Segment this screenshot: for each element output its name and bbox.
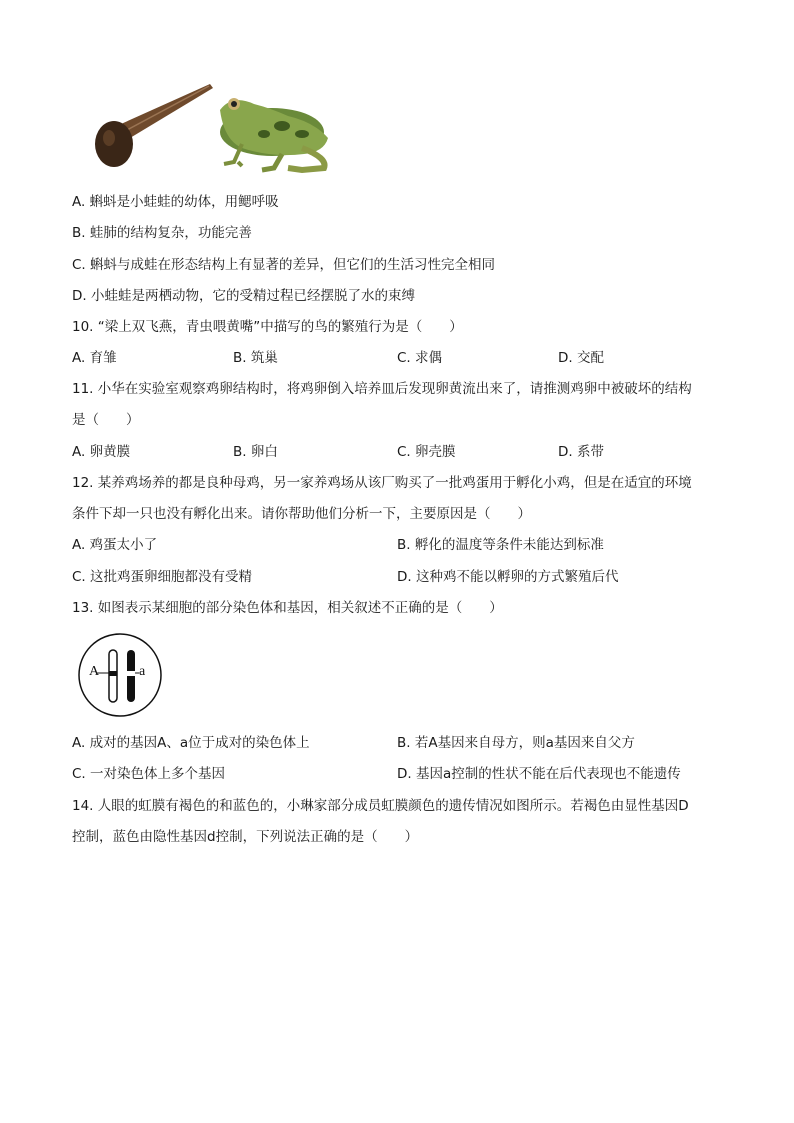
q9-option-b: B. 蛙肺的结构复杂，功能完善 [72,225,252,241]
q10-option-b: B. 筑巢 [233,350,278,366]
tadpole-picture [95,84,213,167]
q11-option-c: C. 卵壳膜 [397,444,456,460]
q11-stem-line1: 11. 小华在实验室观察鸡卵结构时，将鸡卵倒入培养皿后发现卵黄流出来了，请推测鸡卵中被破坏的结构 [72,381,692,397]
gene-label-left: A [89,664,100,679]
q10-option-d: D. 交配 [558,350,604,366]
q11-option-d: D. 系带 [558,444,604,460]
q10-stem: 10. “梁上双飞燕，青虫喂黄嘴”中描写的鸟的繁殖行为是（ ） [72,319,463,335]
q13-stem: 13. 如图表示某细胞的部分染色体和基因，相关叙述不正确的是（ ） [72,600,503,616]
tadpole-frog-image [92,82,334,174]
q14-stem-line1: 14. 人眼的虹膜有褐色的和蓝色的，小琳家部分成员虹膜颜色的遗传情况如图所示。若褐色由显性基因D [72,798,689,814]
q12-option-d: D. 这种鸡不能以孵卵的方式繁殖后代 [397,569,619,585]
q12-stem-line2: 条件下却一只也没有孵化出来。请你帮助他们分析一下，主要原因是（ ） [72,506,531,522]
q10-option-c: C. 求偶 [397,350,443,366]
q9-option-c: C. 蝌蚪与成蛙在形态结构上有显著的差异，但它们的生活习性完全相同 [72,257,496,273]
gene-label-right: a [139,664,146,679]
q12-option-a: A. 鸡蛋太小了 [72,537,158,553]
q13-option-b: B. 若A基因来自母方，则a基因来自父方 [397,735,635,751]
frog-picture [220,98,328,170]
q9-option-a: A. 蝌蚪是小蛙蛙的幼体，用鳃呼吸 [72,194,279,210]
q12-stem-line1: 12. 某养鸡场养的都是良种母鸡，另一家养鸡场从该厂购买了一批鸡蛋用于孵化小鸡，但是在适宜的环境 [72,475,692,491]
q12-option-c: C. 这批鸡蛋卵细胞都没有受精 [72,569,253,585]
chromosome-figure [77,632,163,718]
q9-option-d: D. 小蛙蛙是两栖动物，它的受精过程已经摆脱了水的束缚 [72,288,415,304]
q12-option-b: B. 孵化的温度等条件未能达到标准 [397,537,604,553]
q11-option-b: B. 卵白 [233,444,278,460]
q13-option-d: D. 基因a控制的性状不能在后代表现也不能遗传 [397,766,681,782]
q10-option-a: A. 育雏 [72,350,117,366]
q13-option-a: A. 成对的基因A、a位于成对的染色体上 [72,735,310,751]
q13-option-c: C. 一对染色体上多个基因 [72,766,226,782]
q11-stem-line2: 是（ ） [72,412,140,428]
q11-option-a: A. 卵黄膜 [72,444,131,460]
q14-stem-line2: 控制，蓝色由隐性基因d控制，下列说法正确的是（ ） [72,829,419,845]
